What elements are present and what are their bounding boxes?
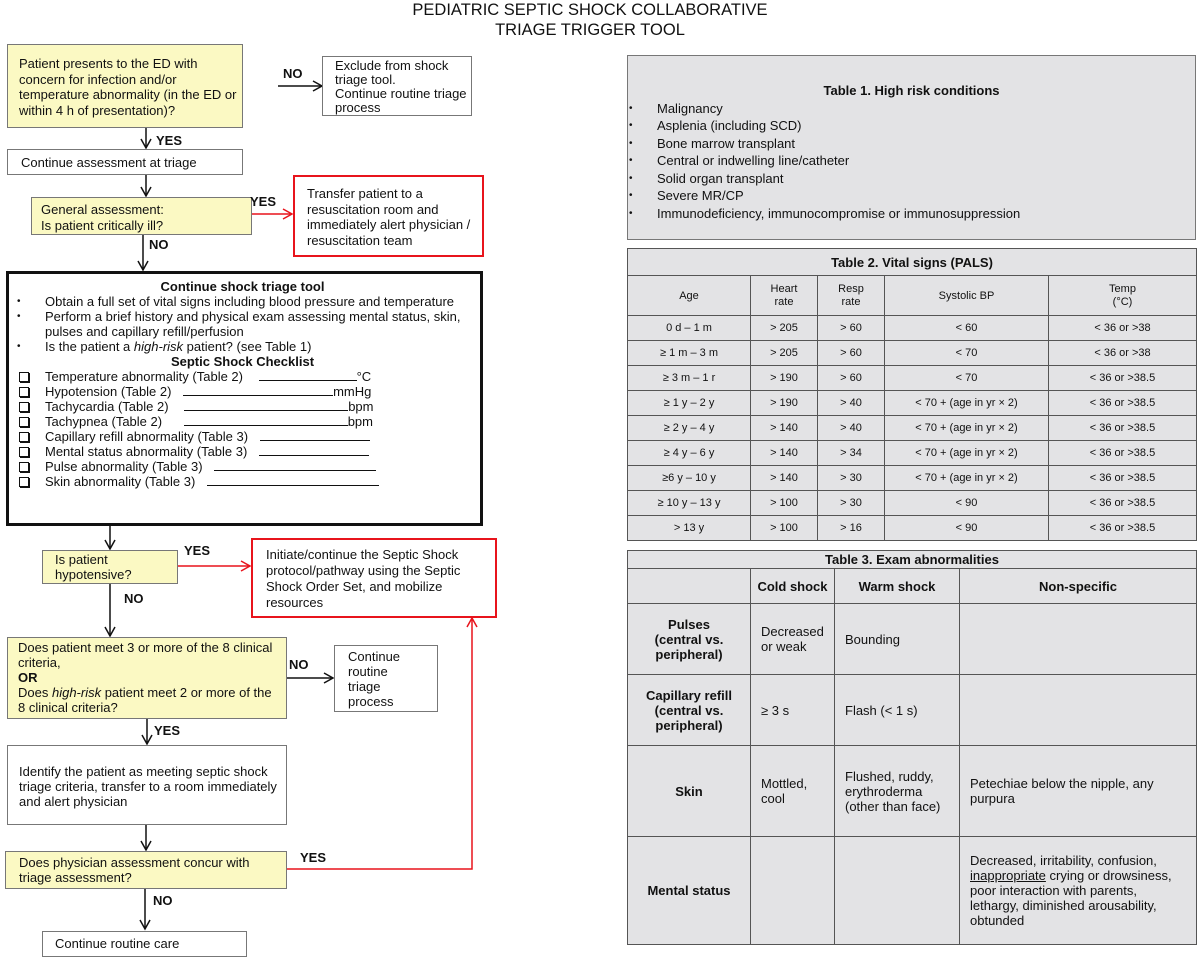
- header-line: Temp: [1109, 282, 1136, 295]
- checklist-label: Skin abnormality (Table 3): [45, 474, 196, 489]
- decision-criteria-line-1: Does patient meet 3 or more of the 8 clinical criteria,: [18, 640, 273, 670]
- label-yes: YES: [250, 194, 277, 209]
- continue-routine-triage-box: [334, 645, 438, 712]
- header-line: Resp: [838, 282, 864, 295]
- table-row: [628, 466, 1197, 491]
- table3-exam-abnormalities: [627, 550, 1197, 945]
- exclude-line-2: Continue routine triage process: [335, 86, 467, 115]
- checkbox[interactable]: [19, 417, 29, 427]
- table-cell: < 36 or >38.5: [1049, 391, 1197, 416]
- continue-routine-care-text: Continue routine care: [55, 936, 180, 951]
- checklist-unit: bpm: [347, 414, 373, 429]
- table-cell: < 36 or >38.5: [1049, 366, 1197, 391]
- label-yes: YES: [184, 543, 211, 558]
- checklist-label: Temperature abnormality (Table 2): [45, 369, 243, 384]
- checklist-item-capillary-refill[interactable]: [11, 429, 474, 444]
- decision-hypotensive: [42, 550, 178, 584]
- table-cell: > 40: [818, 391, 885, 416]
- list-item: • Asplenia (including SCD): [623, 117, 1195, 135]
- table-cell: < 90: [885, 516, 1049, 541]
- table-cell: > 100: [751, 491, 818, 516]
- initiate-protocol-box: [251, 538, 497, 618]
- row-header-line: Capillary refill: [646, 687, 732, 703]
- table-cell: > 13 y: [628, 516, 751, 541]
- column-header: Systolic BP: [885, 276, 1049, 316]
- table-cell: > 140: [751, 466, 818, 491]
- label-yes: YES: [156, 133, 183, 148]
- table-cell: > 30: [818, 491, 885, 516]
- criteria-line2-emphasis: high-risk: [51, 685, 102, 700]
- checklist-label: Tachypnea (Table 2): [45, 414, 163, 429]
- continue-assessment-box: [7, 149, 243, 175]
- mental-status-text-pre: Decreased, irritability, confusion,: [970, 853, 1157, 868]
- table-cell: ≥ 2 y – 4 y: [628, 416, 751, 441]
- shock-tool-bullet: • Perform a brief history and physical exam assessing mental status, skin, pulses and capillary refill/perfusion: [11, 309, 474, 339]
- table-cell: < 70 + (age in yr × 2): [885, 416, 1049, 441]
- septic-shock-checklist: [11, 369, 474, 489]
- column-header: Non-specific: [960, 569, 1197, 604]
- fill-in-blank[interactable]: [184, 399, 348, 411]
- checkbox[interactable]: [19, 432, 29, 442]
- checkbox[interactable]: [19, 462, 29, 472]
- row-header: Skin: [628, 746, 751, 837]
- row-header-line: Pulses: [668, 616, 710, 632]
- table-cell: < 36 or >38.5: [1049, 416, 1197, 441]
- decision-general-line-1: General assessment:: [41, 202, 164, 217]
- fill-in-blank[interactable]: [259, 444, 369, 456]
- label-no: NO: [289, 657, 309, 672]
- label-no: NO: [149, 237, 169, 252]
- decision-criteria: [7, 637, 287, 719]
- table2-vital-signs: [627, 248, 1197, 541]
- decision-criteria-or: OR: [18, 670, 38, 685]
- column-header: [628, 569, 751, 604]
- decision-presents: [7, 44, 243, 128]
- fill-in-blank[interactable]: [214, 459, 376, 471]
- table-row: [628, 604, 1197, 675]
- table-cell: ≥ 1 m – 3 m: [628, 341, 751, 366]
- checklist-label: Tachycardia (Table 2): [45, 399, 169, 414]
- table-cell: < 36 or >38: [1049, 316, 1197, 341]
- label-yes: YES: [154, 723, 181, 738]
- header-line: (°C): [1112, 295, 1133, 308]
- table-cell: ≥ 4 y – 6 y: [628, 441, 751, 466]
- checkbox[interactable]: [19, 477, 29, 487]
- table-cell: ≥ 1 y – 2 y: [628, 391, 751, 416]
- table3-title: Table 3. Exam abnormalities: [628, 551, 1197, 569]
- row-header-line: (central vs.: [654, 702, 724, 718]
- checklist-item-mental-status[interactable]: [11, 444, 474, 459]
- checklist-heading: Septic Shock Checklist: [170, 354, 315, 369]
- checklist-label: Capillary refill abnormality (Table 3): [45, 429, 249, 444]
- table-row: [628, 341, 1197, 366]
- table-row: [628, 366, 1197, 391]
- mental-status-underlined: inappropriate: [970, 868, 1046, 883]
- table-cell: < 70 + (age in yr × 2): [885, 391, 1049, 416]
- table-cell: < 36 or >38.5: [1049, 441, 1197, 466]
- continue-routine-triage-text: Continue routine triage process: [348, 649, 401, 709]
- checkbox[interactable]: [19, 372, 29, 382]
- decision-presents-text: Patient presents to the ED with concern for infection and/or temperature abnormality (in the ED or within 4 h of presentation)?: [19, 56, 237, 118]
- table-cell: < 36 or >38.5: [1049, 491, 1197, 516]
- row-header: [628, 604, 751, 675]
- label-yes: YES: [300, 850, 327, 865]
- checkbox[interactable]: [19, 447, 29, 457]
- row-header: Mental status: [628, 837, 751, 945]
- table-cell: ≥6 y – 10 y: [628, 466, 751, 491]
- fill-in-blank[interactable]: [260, 429, 370, 441]
- header-line: rate: [774, 295, 794, 308]
- table-cell: ≥ 10 y – 13 y: [628, 491, 751, 516]
- table-row: [628, 441, 1197, 466]
- criteria-line2-pre: Does: [18, 685, 52, 700]
- table-cell: > 60: [818, 316, 885, 341]
- checkbox[interactable]: [19, 402, 29, 412]
- criteria-line2-post: patient meet 2 or more of the 8 clinical criteria?: [18, 685, 272, 715]
- table-cell: < 70: [885, 366, 1049, 391]
- list-item: • Solid organ transplant: [623, 170, 1195, 188]
- row-header-line: (central vs.: [654, 631, 724, 647]
- table-cell: > 205: [751, 341, 818, 366]
- initiate-protocol-text: Initiate/continue the Septic Shock protocol/pathway using the Septic Shock Order Set, and mobilize resources: [266, 547, 461, 610]
- column-header: [818, 276, 885, 316]
- cell-nonspecific: [960, 675, 1197, 746]
- cell-nonspecific: [960, 837, 1197, 945]
- table-cell: < 60: [885, 316, 1049, 341]
- cell-cold-shock: Decreased or weak: [751, 604, 835, 675]
- table-cell: > 205: [751, 316, 818, 341]
- table-cell: > 16: [818, 516, 885, 541]
- row-header-line: peripheral): [655, 717, 723, 733]
- decision-concur-text: Does physician assessment concur with triage assessment?: [19, 855, 250, 885]
- bullet3-post: patient? (see Table 1): [183, 339, 312, 354]
- table2-body: [628, 316, 1197, 541]
- table-row: [628, 391, 1197, 416]
- identify-patient-box: [7, 745, 287, 825]
- bullet3-pre: Is the patient a: [45, 339, 134, 354]
- mental-status-text-post: crying or drowsiness, poor interaction with parents, lethargy, diminished arousability, obtunded: [970, 868, 1172, 928]
- decision-concur: [5, 851, 287, 889]
- table-row: [628, 675, 1197, 746]
- cell-cold-shock: [751, 837, 835, 945]
- fill-in-blank[interactable]: [207, 474, 379, 486]
- cell-cold-shock: Mottled, cool: [751, 746, 835, 837]
- table-cell: > 30: [818, 466, 885, 491]
- table-cell: > 34: [818, 441, 885, 466]
- checklist-item-tachycardia[interactable]: [11, 399, 474, 414]
- table-cell: < 36 or >38.5: [1049, 466, 1197, 491]
- cell-warm-shock: Flash (< 1 s): [835, 675, 960, 746]
- checklist-item-skin[interactable]: [11, 474, 474, 489]
- row-header: [628, 675, 751, 746]
- transfer-resus-box: [293, 175, 484, 257]
- cell-nonspecific: [960, 604, 1197, 675]
- exclude-line-1: Exclude from shock triage tool.: [335, 58, 449, 87]
- table-row: [628, 516, 1197, 541]
- shock-tool-heading: Continue shock triage tool: [160, 279, 325, 294]
- decision-general-line-2: Is patient critically ill?: [41, 217, 164, 233]
- row-header-line: peripheral): [655, 646, 723, 662]
- list-item: • Malignancy: [623, 100, 1195, 118]
- table-cell: > 190: [751, 366, 818, 391]
- cell-cold-shock: ≥ 3 s: [751, 675, 835, 746]
- table-cell: > 100: [751, 516, 818, 541]
- table-cell: > 190: [751, 391, 818, 416]
- table-cell: < 70: [885, 341, 1049, 366]
- cell-warm-shock: Bounding: [835, 604, 960, 675]
- table-row: [628, 416, 1197, 441]
- cell-warm-shock: Flushed, ruddy, erythroderma (other than face): [835, 746, 960, 837]
- checklist-unit: mmHg: [333, 384, 372, 399]
- table1-high-risk: [627, 55, 1196, 240]
- shock-tool-bullet: • Obtain a full set of vital signs including blood pressure and temperature: [11, 294, 474, 309]
- table-cell: < 36 or >38: [1049, 341, 1197, 366]
- bullet3-emphasis: high-risk: [133, 339, 184, 354]
- exclude-box: [322, 56, 472, 116]
- cell-nonspecific: Petechiae below the nipple, any purpura: [960, 746, 1197, 837]
- label-no: NO: [124, 591, 144, 606]
- checklist-unit: °C: [356, 369, 372, 384]
- table-cell: > 140: [751, 416, 818, 441]
- header-line: Heart: [770, 282, 798, 295]
- table2-title: Table 2. Vital signs (PALS): [628, 249, 1197, 276]
- continue-routine-care-box: [42, 931, 247, 957]
- fill-in-blank[interactable]: [183, 384, 333, 396]
- checklist-label: Pulse abnormality (Table 3): [45, 459, 203, 474]
- continue-assessment-text: Continue assessment at triage: [21, 155, 197, 170]
- checklist-item-tachypnea[interactable]: [11, 414, 474, 429]
- decision-general: [31, 197, 252, 235]
- table-cell: > 60: [818, 341, 885, 366]
- label-no: NO: [153, 893, 173, 908]
- shock-triage-tool-box: [6, 271, 483, 526]
- table-cell: > 140: [751, 441, 818, 466]
- table1-title: Table 1. High risk conditions: [823, 83, 1000, 98]
- header-line: rate: [841, 295, 861, 308]
- list-item: • Central or indwelling line/catheter: [623, 152, 1195, 170]
- column-header: [751, 276, 818, 316]
- shock-tool-bullet: [11, 339, 474, 354]
- transfer-resus-text: Transfer patient to a resuscitation room and immediately alert physician / resuscitation team: [307, 186, 471, 248]
- column-header: Age: [628, 276, 751, 316]
- table-cell: > 60: [818, 366, 885, 391]
- table3-header-row: [628, 569, 1197, 604]
- table-cell: < 70 + (age in yr × 2): [885, 441, 1049, 466]
- table-row: [628, 837, 1197, 945]
- table-row: [628, 746, 1197, 837]
- list-item: • Severe MR/CP: [623, 187, 1195, 205]
- table-cell: ≥ 3 m – 1 r: [628, 366, 751, 391]
- label-no: NO: [283, 66, 303, 81]
- decision-hypotensive-text: Is patient hypotensive?: [55, 552, 132, 582]
- identify-patient-text: Identify the patient as meeting septic shock triage criteria, transfer to a room immediately and alert physician: [19, 764, 277, 809]
- checklist-item-hypotension[interactable]: [11, 384, 474, 399]
- table-cell: < 90: [885, 491, 1049, 516]
- table-cell: > 40: [818, 416, 885, 441]
- list-item: • Immunodeficiency, immunocompromise or immunosuppression: [623, 205, 1195, 223]
- decision-criteria-line-2: [18, 685, 278, 715]
- fill-in-blank[interactable]: [259, 369, 357, 381]
- list-item: • Bone marrow transplant: [623, 135, 1195, 153]
- checklist-item-pulse[interactable]: [11, 459, 474, 474]
- table-row: [628, 491, 1197, 516]
- fill-in-blank[interactable]: [184, 414, 348, 426]
- checkbox[interactable]: [19, 387, 29, 397]
- cell-warm-shock: [835, 837, 960, 945]
- checklist-label: Mental status abnormality (Table 3): [45, 444, 248, 459]
- checklist-label: Hypotension (Table 2): [45, 384, 172, 399]
- table-cell: < 36 or >38.5: [1049, 516, 1197, 541]
- table-cell: 0 d – 1 m: [628, 316, 751, 341]
- checklist-item-temperature[interactable]: [11, 369, 474, 384]
- table2-header-row: [628, 276, 1197, 316]
- table1-list: [623, 100, 1195, 223]
- title-line-1: PEDIATRIC SEPTIC SHOCK COLLABORATIVE: [412, 1, 768, 19]
- title-line-2: TRIAGE TRIGGER TOOL: [495, 21, 685, 39]
- table-cell: < 70 + (age in yr × 2): [885, 466, 1049, 491]
- checklist-unit: bpm: [348, 399, 374, 414]
- column-header: Cold shock: [751, 569, 835, 604]
- column-header: [1049, 276, 1197, 316]
- column-header: Warm shock: [835, 569, 960, 604]
- table-row: [628, 316, 1197, 341]
